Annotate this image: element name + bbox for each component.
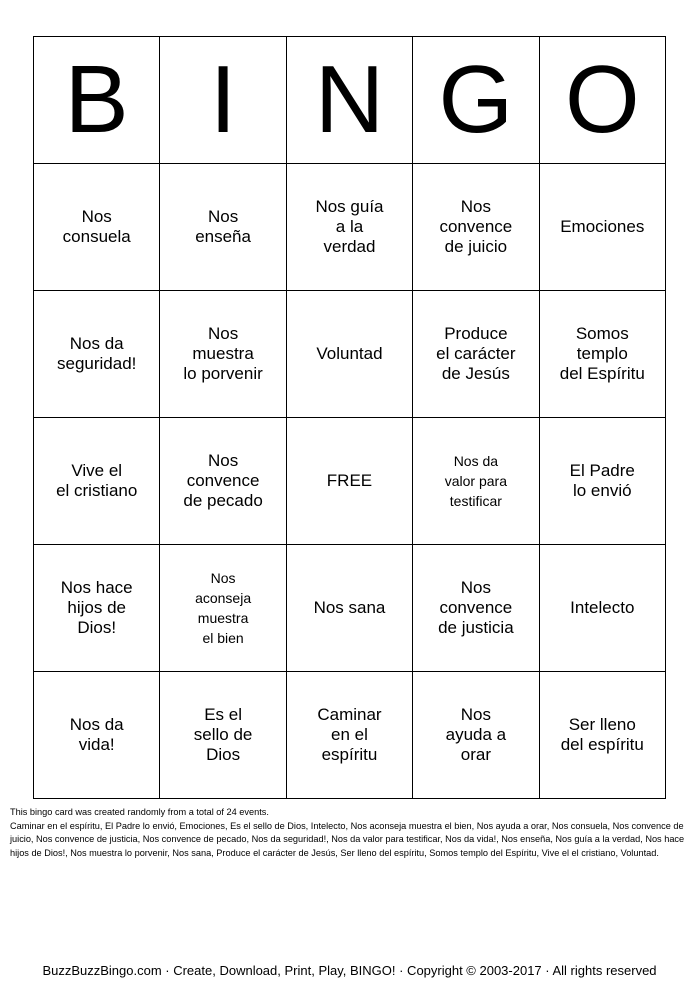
bingo-header-row [34,37,666,164]
bingo-row [34,545,666,672]
bingo-cell: Caminar en el espíritu [286,672,412,799]
footer-copyright: BuzzBuzzBingo.com · Create, Download, Print, Play, BINGO! · Copyright © 2003-2017 · All rights reserved [42,963,657,978]
bingo-row [34,672,666,799]
bingo-row [34,164,666,291]
bingo-cell: Nos guía a la verdad [286,164,412,291]
bingo-cell: Somos templo del Espíritu [539,291,665,418]
card-summary-text: This bingo card was created randomly from a total of 24 events. [10,807,269,817]
bingo-cell: Nos convence de pecado [160,418,286,545]
bingo-cell: Produce el carácter de Jesús [413,291,539,418]
header-letter-g: G [413,37,539,164]
bingo-cell: El Padre lo envió [539,418,665,545]
bingo-cell: Intelecto [539,545,665,672]
bingo-cell: Nos sana [286,545,412,672]
bingo-cell: Nos aconseja muestra el bien [160,545,286,672]
bingo-cell: Nos consuela [34,164,160,291]
bingo-cell: Nos convence de justicia [413,545,539,672]
bingo-cell: Es el sello de Dios [160,672,286,799]
bingo-row [34,291,666,418]
bingo-cell: Voluntad [286,291,412,418]
bingo-cell: Nos da vida! [34,672,160,799]
header-letter-o: O [539,37,665,164]
bingo-cell: Nos da seguridad! [34,291,160,418]
header-letter-b: B [34,37,160,164]
card-info [10,806,690,860]
header-letter-n: N [286,37,412,164]
bingo-cell: Ser lleno del espíritu [539,672,665,799]
bingo-card [33,36,666,799]
bingo-cell: Vive el el cristiano [34,418,160,545]
free-space-cell: FREE [286,418,412,545]
header-letter-i: I [160,37,286,164]
bingo-cell: Nos hace hijos de Dios! [34,545,160,672]
bingo-row [34,418,666,545]
bingo-cell: Emociones [539,164,665,291]
event-list-text: Caminar en el espíritu, El Padre lo envió, Emociones, Es el sello de Dios, Intelecto, Nos aconseja muestra el bien, Nos ayuda a orar, Nos consuela, Nos convence de juicio, Nos convence de justicia, Nos convence de pecado, Nos da seguridad!, Nos da valor para testificar, Nos da vida!, Nos enseña, Nos guía a la verdad, Nos hace hijos de Dios!, Nos muestra lo porvenir, Nos sana, Produce el carácter de Jesús, Ser lleno del espíritu, Somos templo del Espíritu, Vive el el cristiano, Voluntad. [10,820,685,858]
bingo-cell: Nos da valor para testificar [413,418,539,545]
bingo-cell: Nos enseña [160,164,286,291]
bingo-cell: Nos convence de juicio [413,164,539,291]
bingo-cell: Nos ayuda a orar [413,672,539,799]
bingo-cell: Nos muestra lo porvenir [160,291,286,418]
